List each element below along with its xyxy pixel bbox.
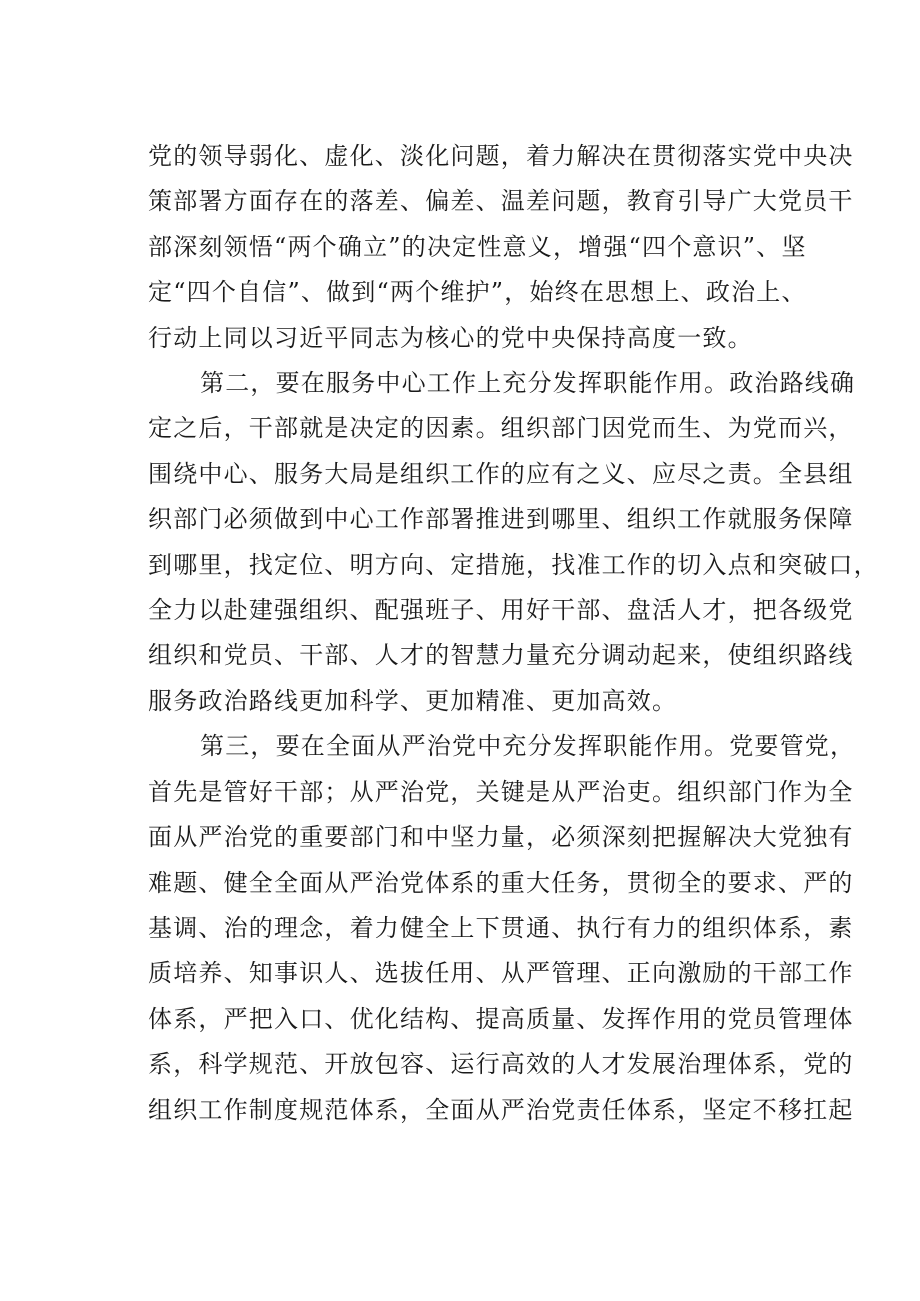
paragraph-line: 首先是管好干部；从严治党，关键是从严治吏。组织部门作为全 [148, 777, 854, 806]
paragraph-line: 第二，要在服务中心工作上充分发挥职能作用。政治路线确 [200, 369, 856, 398]
paragraph-line: 党的领导弱化、虚化、淡化问题，着力解决在贯彻落实党中央决 [148, 142, 854, 170]
paragraph-line: 织部门必须做到中心工作部署推进到哪里、组织工作就服务保障 [148, 505, 854, 534]
paragraph-line: 难题、健全全面从严治党体系的重大任务，贯彻全的要求、严的 [148, 868, 854, 897]
paragraph-line: 服务政治路线更加科学、更加精准、更加高效。 [148, 686, 678, 715]
paragraph-line: 面从严治党的重要部门和中坚力量，必须深刻把握解决大党独有 [148, 823, 854, 852]
paragraph-line: 组织工作制度规范体系，全面从严治党责任体系，坚定不移扛起 [148, 1095, 854, 1124]
document-body [148, 134, 879, 1133]
paragraph-line: 到哪里，找定位、明方向、定措施，找准工作的切入点和突破口， [148, 550, 879, 579]
paragraph-line: 围绕中心、服务大局是组织工作的应有之义、应尽之责。全县组 [148, 459, 854, 488]
paragraph-2 [148, 361, 879, 724]
paragraph-line: 策部署方面存在的落差、偏差、温差问题，教育引导广大党员干 [148, 187, 854, 216]
paragraph-line: 体系，严把入口、优化结构、提高质量、发挥作用的党员管理体 [148, 1004, 854, 1033]
paragraph-3 [148, 724, 856, 1133]
paragraph-1 [148, 134, 854, 361]
paragraph-line: 第三，要在全面从严治党中充分发挥职能作用。党要管党， [200, 732, 856, 761]
paragraph-line: 全力以赴建强组织、配强班子、用好干部、盘活人才，把各级党 [148, 596, 854, 625]
paragraph-line: 组织和党员、干部、人才的智慧力量充分调动起来，使组织路线 [148, 641, 854, 670]
paragraph-line: 基调、治的理念，着力健全上下贯通、执行有力的组织体系，素 [148, 913, 854, 942]
paragraph-line: 系，科学规范、开放包容、运行高效的人才发展治理体系，党的 [148, 1050, 854, 1079]
paragraph-line: 行动上同以习近平同志为核心的党中央保持高度一致。 [148, 323, 753, 352]
paragraph-line: 定之后，干部就是决定的因素。组织部门因党而生、为党而兴， [148, 414, 854, 443]
paragraph-line: 定“四个自信”、做到“两个维护”，始终在思想上、政治上、 [148, 278, 807, 307]
paragraph-line: 部深刻领悟“两个确立”的决定性意义，增强“四个意识”、坚 [148, 232, 807, 261]
paragraph-line: 质培养、知事识人、选拔任用、从严管理、正向激励的干部工作 [148, 959, 854, 988]
